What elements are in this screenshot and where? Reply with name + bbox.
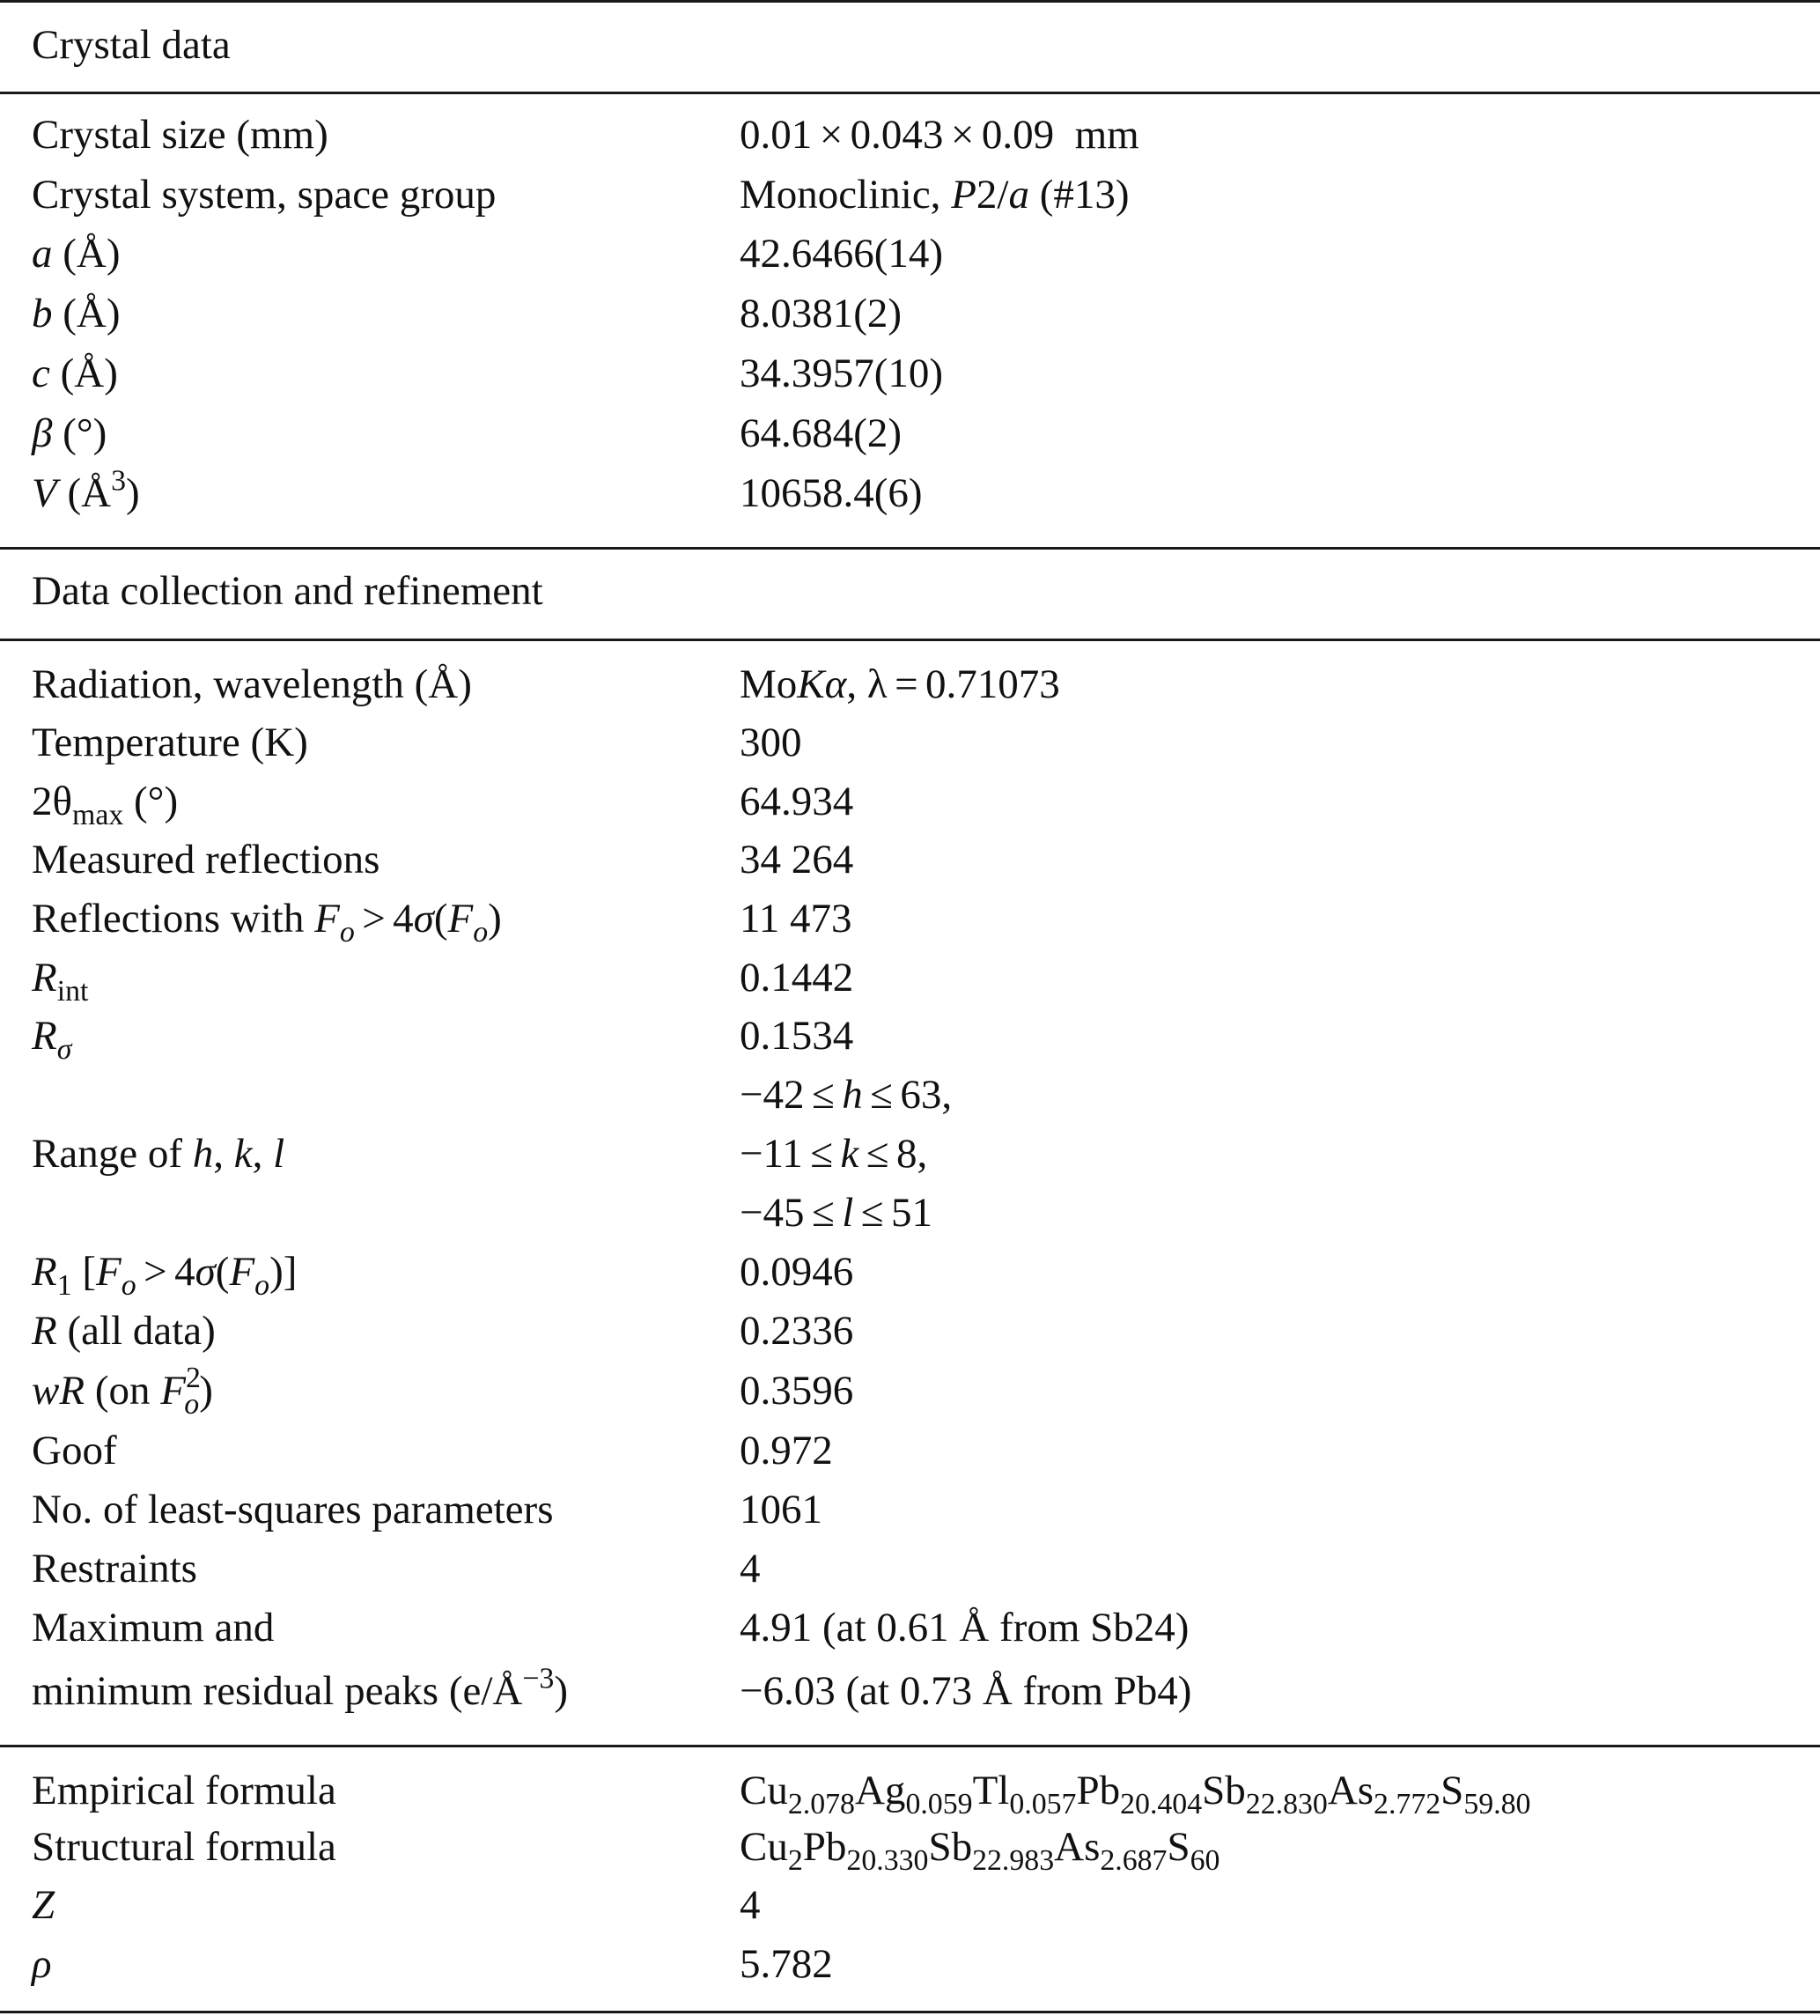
row-crystal-system <box>0 166 1820 225</box>
value-empirical-formula: $Cu_{2.078}Ag_{0.059}Tl_{0.057}Pb_{20.404}Sb_{22.830}As_{2.772}S_{59.80}$ <box>740 1768 1531 1820</box>
value-wr: 0.3596 <box>740 1368 854 1414</box>
value-range-h: −42 ≤ h ≤ 63, <box>740 1072 953 1118</box>
row-radiation <box>0 655 1820 714</box>
value-restraints: 4 <box>740 1546 761 1591</box>
label-restraints: Restraints <box>32 1546 197 1591</box>
label-cell-beta: β (°) <box>32 410 107 456</box>
label-two-theta: $2\theta_{max}$ (°) <box>32 779 179 831</box>
value-cell-beta: 64.684(2) <box>740 410 903 456</box>
value-crystal-size: 0.01 × 0.043 × 0.09 mm <box>740 112 1139 158</box>
label-radiation: Radiation, wavelength (Å) <box>32 661 472 707</box>
label-r1: $R_1$ $[F_o > 4\sigma(F_o)]$ <box>32 1249 298 1302</box>
row-z <box>0 1876 1820 1935</box>
row-measured-reflections <box>0 831 1820 890</box>
row-restraints <box>0 1540 1820 1599</box>
crystal-data-rule <box>0 92 1820 94</box>
value-temperature: 300 <box>740 720 802 765</box>
value-radiation: MoKα, λ = 0.71073 <box>740 661 1060 707</box>
row-r-int <box>0 949 1820 1008</box>
collection-rule <box>0 639 1820 641</box>
value-z: 4 <box>740 1882 761 1928</box>
label-measured-reflections: Measured reflections <box>32 837 380 882</box>
label-z: Z <box>32 1882 55 1928</box>
row-two-theta <box>0 772 1820 831</box>
row-empirical-formula <box>0 1761 1820 1820</box>
row-cell-a <box>0 225 1820 284</box>
label-cell-volume: V $(Å^3)$ <box>32 464 140 516</box>
row-cell-beta <box>0 404 1820 463</box>
label-temperature: Temperature (K) <box>32 720 308 765</box>
row-range-k <box>0 1125 1820 1184</box>
value-structural-formula: $Cu_2Pb_{20.330}Sb_{22.983}As_{2.687}S_{60}$ <box>740 1824 1220 1877</box>
label-crystal-size: Crystal size (mm) <box>32 112 328 158</box>
label-cell-a: a (Å) <box>32 231 121 277</box>
label-observed-reflections: Reflections with $F_o > 4\sigma(F_o)$ <box>32 896 502 949</box>
value-density: 5.782 <box>740 1941 833 1987</box>
row-residual-min <box>0 1662 1820 1721</box>
label-cell-b: b (Å) <box>32 291 121 336</box>
value-goof: 0.972 <box>740 1428 833 1473</box>
value-cell-a: 42.6466(14) <box>740 231 944 277</box>
row-parameters <box>0 1481 1820 1540</box>
row-cell-c <box>0 344 1820 403</box>
value-observed-reflections: 11 473 <box>740 896 852 942</box>
label-r-int: $R_{int}$ <box>32 955 89 1008</box>
label-crystal-system: Crystal system, space group <box>32 172 497 218</box>
label-empirical-formula: Empirical formula <box>32 1768 336 1813</box>
value-cell-b: 8.0381(2) <box>740 291 903 336</box>
row-range-h <box>0 1066 1820 1125</box>
label-goof: Goof <box>32 1428 117 1473</box>
label-residual-1: Maximum and <box>32 1605 275 1650</box>
collection-top-rule <box>0 547 1820 550</box>
row-observed-reflections <box>0 890 1820 949</box>
value-r1: 0.0946 <box>740 1249 854 1295</box>
row-r1 <box>0 1243 1820 1302</box>
label-parameters: No. of least-squares parameters <box>32 1487 554 1532</box>
label-range-hkl: Range of h, k, l <box>32 1131 285 1177</box>
section-title-crystal-data: Crystal data <box>32 22 231 68</box>
value-r-int: 0.1442 <box>740 955 854 1001</box>
row-temperature <box>0 713 1820 772</box>
value-r-all: 0.2336 <box>740 1308 854 1354</box>
value-range-l: −45 ≤ l ≤ 51 <box>740 1190 932 1236</box>
row-crystal-size <box>0 106 1820 165</box>
value-crystal-system: Monoclinic, P2/a (#13) <box>740 172 1130 218</box>
bottom-rule <box>0 2011 1820 2013</box>
label-r-all: R (all data) <box>32 1308 216 1354</box>
value-cell-c: 34.3957(10) <box>740 351 944 396</box>
value-parameters: 1061 <box>740 1487 822 1532</box>
value-r-sigma: 0.1534 <box>740 1013 854 1059</box>
row-range-l <box>0 1184 1820 1243</box>
label-structural-formula: Structural formula <box>32 1824 336 1870</box>
row-density <box>0 1935 1820 1994</box>
label-wr: wR (on $F^2_o$) <box>32 1362 213 1421</box>
top-rule <box>0 0 1820 3</box>
value-residual-min: −6.03 (at 0.73 Å from Pb4) <box>740 1668 1192 1714</box>
row-r-sigma <box>0 1007 1820 1066</box>
row-wr <box>0 1362 1820 1421</box>
label-density: ρ <box>32 1941 52 1987</box>
row-structural-formula <box>0 1818 1820 1877</box>
label-r-sigma: $R_\sigma$ <box>32 1013 72 1066</box>
value-two-theta: 64.934 <box>740 779 854 824</box>
section-title-data-collection: Data collection and refinement <box>32 568 543 614</box>
value-cell-volume: 10658.4(6) <box>740 470 923 516</box>
formula-rule <box>0 1745 1820 1747</box>
label-cell-c: c (Å) <box>32 351 118 396</box>
row-cell-volume <box>0 464 1820 523</box>
row-residual-max <box>0 1599 1820 1658</box>
row-goof <box>0 1422 1820 1481</box>
value-residual-max: 4.91 (at 0.61 Å from Sb24) <box>740 1605 1190 1650</box>
row-cell-b <box>0 284 1820 343</box>
value-range-k: −11 ≤ k ≤ 8, <box>740 1131 928 1177</box>
row-r-all <box>0 1302 1820 1361</box>
label-residual-2: minimum residual peaks $(e/Å^{-3})$ <box>32 1662 569 1714</box>
value-measured-reflections: 34 264 <box>740 837 854 882</box>
